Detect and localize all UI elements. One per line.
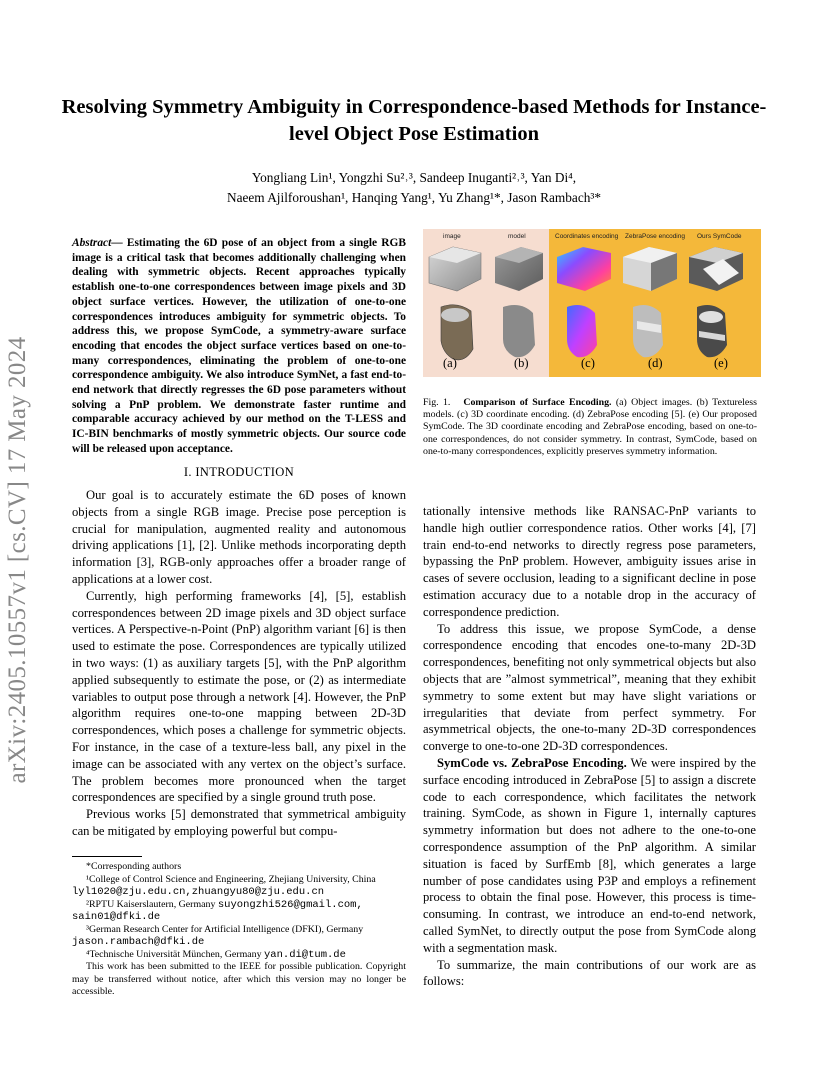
figure-1-image	[423, 229, 761, 377]
footnote-notice: This work has been submitted to the IEEE for possible publication. Copyright may be transferred without notice, after which this version may no longer be accessible.	[72, 961, 406, 997]
section-heading: I. INTRODUCTION	[183, 465, 295, 479]
left-body	[72, 487, 406, 840]
authors-line-1: Yongliang Lin¹, Yongzhi Su²˒³, Sandeep Inuganti²˒³, Yan Di⁴,	[251, 170, 577, 185]
author-list	[60, 168, 768, 208]
figure-1	[423, 229, 761, 377]
paragraph: To address this issue, we propose SymCode, a dense correspondence encoding that encodes one-to-many 2D-3D correspondences, benefiting not only symmetrical objects but also objects that are ”almost symmetrical”, meaning that they exhibit symmetry to some extent but may have slight variations or irregularities that deviate from perfect symmetry. For asymmetrical objects, the one-to-many 2D-3D correspondences converge to one-to-one 2D-3D correspondences.	[423, 621, 756, 754]
footnote-rule	[72, 856, 142, 857]
email-aff4[interactable]: yan.di@tum.de	[263, 948, 346, 961]
caption-prefix: Fig. 1.	[423, 397, 451, 408]
footnote-aff3: ³German Research Center for Artificial Intelligence (DFKI), Germany	[86, 923, 364, 935]
paper-title: Resolving Symmetry Ambiguity in Correspondence-based Methods for Instance-level Object Pose Estimation	[61, 96, 767, 145]
arxiv-stamp: arXiv:2405.10557v1 [cs.CV] 17 May 2024	[4, 336, 31, 784]
caption-title: Comparison of Surface Encoding.	[463, 397, 612, 408]
figure-label-symcode: Ours SymCode	[697, 233, 742, 240]
panel-label-e: (e)	[714, 356, 728, 370]
email-aff3[interactable]: jason.rambach@dfki.de	[72, 936, 205, 948]
symcode-text: We were inspired by the surface encoding introduced in ZebraPose [5] to assign a discrete code to each correspondence, which facilitates the network training. SymCode, as shown in Figure 1, internally captures symmetry information but does not adhere to the one-to-one correspondence assumption of the PnP algorithm. A similar situation is faced by SurfEmb [8], which generates a large number of pose candidates using P3P and employs a refinement process to obtain the final pose. However, this process is time-consuming. In contrast, we introduce an end-to-end network, called SymNet, to directly output the pose from SymCode along with a segmentation mask.	[423, 755, 756, 955]
paragraph: tationally intensive methods like RANSAC-PnP variants to handle high outlier correspondence ratios. Other works [4], [7] train end-to-end networks to directly regress pose parameters, bypassing the PnP problem. However, ambiguity issues arise in cases of severe occlusion, leading to a significant decline in pose estimation accuracy due to a notable drop in the accuracy of correspondence prediction.	[423, 504, 756, 619]
footnote-aff1: ¹College of Control Science and Engineering, Zhejiang University, China	[86, 873, 376, 885]
footnote-aff2: ²RPTU Kaiserslautern, Germany	[86, 898, 216, 910]
figure-label-image: image	[443, 233, 461, 240]
panel-label-b: (b)	[514, 356, 529, 370]
paragraph: Currently, high performing frameworks [4], [5], establish correspondences between 2D image pixels and 3D object surface vertices. A Perspective-n-Point (PnP) algorithm variant [6] is then used to estimate the pose. Correspondences are typically utilized in two ways: (1) as auxiliary targets [5], with the PnP algorithm applied subsequently to estimate the pose, or (2) as intermediate variables to output pose through a network [4]. However, the PnP algorithm requires one-to-one mapping between 2D-3D correspondences, which poses a challenge for symmetric objects. For instance, in the case of a texture-less ball, any pixel in the image can be associated with any vertex on the object’s surface. The problem becomes more pronounced when the target correspondences are specified by a single ground truth pose.	[72, 588, 406, 805]
panel-label-a: (a)	[443, 356, 457, 370]
footnotes	[72, 856, 406, 999]
footnote-corresponding: *Corresponding authors	[86, 861, 182, 872]
email-aff1[interactable]: lyl1020@zju.edu.cn,zhuangyu80@zju.edu.cn	[72, 886, 325, 898]
paragraph: Our goal is to accurately estimate the 6D poses of known objects from a single RGB image. Precise pose perception is crucial for manipulation, augmented reality and autonomous driving applications [1], [2]. Unlike methods incorporating depth information [3], RGB-only approaches offer a broader range of applications at a lower cost.	[72, 488, 406, 586]
figure-label-zebrapose: ZebraPose encoding	[625, 233, 685, 240]
figure-caption	[423, 397, 757, 458]
paragraph: To summarize, the main contributions of our work are as follows:	[423, 957, 756, 989]
footnote-aff4: ⁴Technische Universität München, Germany	[86, 948, 262, 960]
right-body	[423, 503, 756, 990]
caption-text: (a) Object images. (b) Textureless models. (c) 3D coordinate encoding. (d) ZebraPose encoding [5]. (e) Our proposed SymCode. The 3D coordinate encoding and ZebraPose encoding, based on one-to-one correspondences, do not consider symmetry. In contrast, SymCode, based on one-to-many correspondences, explicitly preserves symmetry information.	[423, 397, 757, 457]
abstract	[72, 236, 406, 457]
email-aff2-b[interactable]: sain01@dfki.de	[72, 911, 161, 923]
panel-label-d: (d)	[648, 356, 663, 370]
paragraph: Previous works [5] demonstrated that symmetrical ambiguity can be mitigated by employing powerful but compu-	[72, 807, 406, 838]
abstract-text: — Estimating the 6D pose of an object from a single RGB image is a critical task that becomes additionally challenging when dealing with symmetric objects. Recent approaches typically establish one-to-one correspondences between image pixels and 3D object surface vertices. However, the utilization of one-to-one correspondences introduces ambiguity for symmetric objects. To address this, we propose SymCode, a symmetry-aware surface encoding that encodes the object surface vertices based on one-to-many correspondences, eliminating the problem of one-to-one correspondence ambiguity. We also introduce SymNet, a fast end-to-end network that directly regresses the 6D pose parameters without solving a PnP problem. We demonstrate faster runtime and comparable accuracy achieved by our method on the T-LESS and IC-BIN benchmarks of mostly symmetric objects. Our source code will be released upon acceptance.	[72, 237, 406, 455]
figure-label-coordinates: Coordinates encoding	[555, 233, 619, 240]
abstract-label: Abstract	[72, 237, 112, 249]
symcode-heading: SymCode vs. ZebraPose Encoding.	[437, 755, 627, 770]
panel-label-c: (c)	[581, 356, 595, 370]
figure-label-model: model	[508, 233, 526, 240]
email-aff2[interactable]: suyongzhi526@gmail.com,	[217, 898, 363, 911]
authors-line-2: Naeem Ajilforoushan¹, Hanqing Yang¹, Yu Zhang¹*, Jason Rambach³*	[226, 190, 602, 205]
